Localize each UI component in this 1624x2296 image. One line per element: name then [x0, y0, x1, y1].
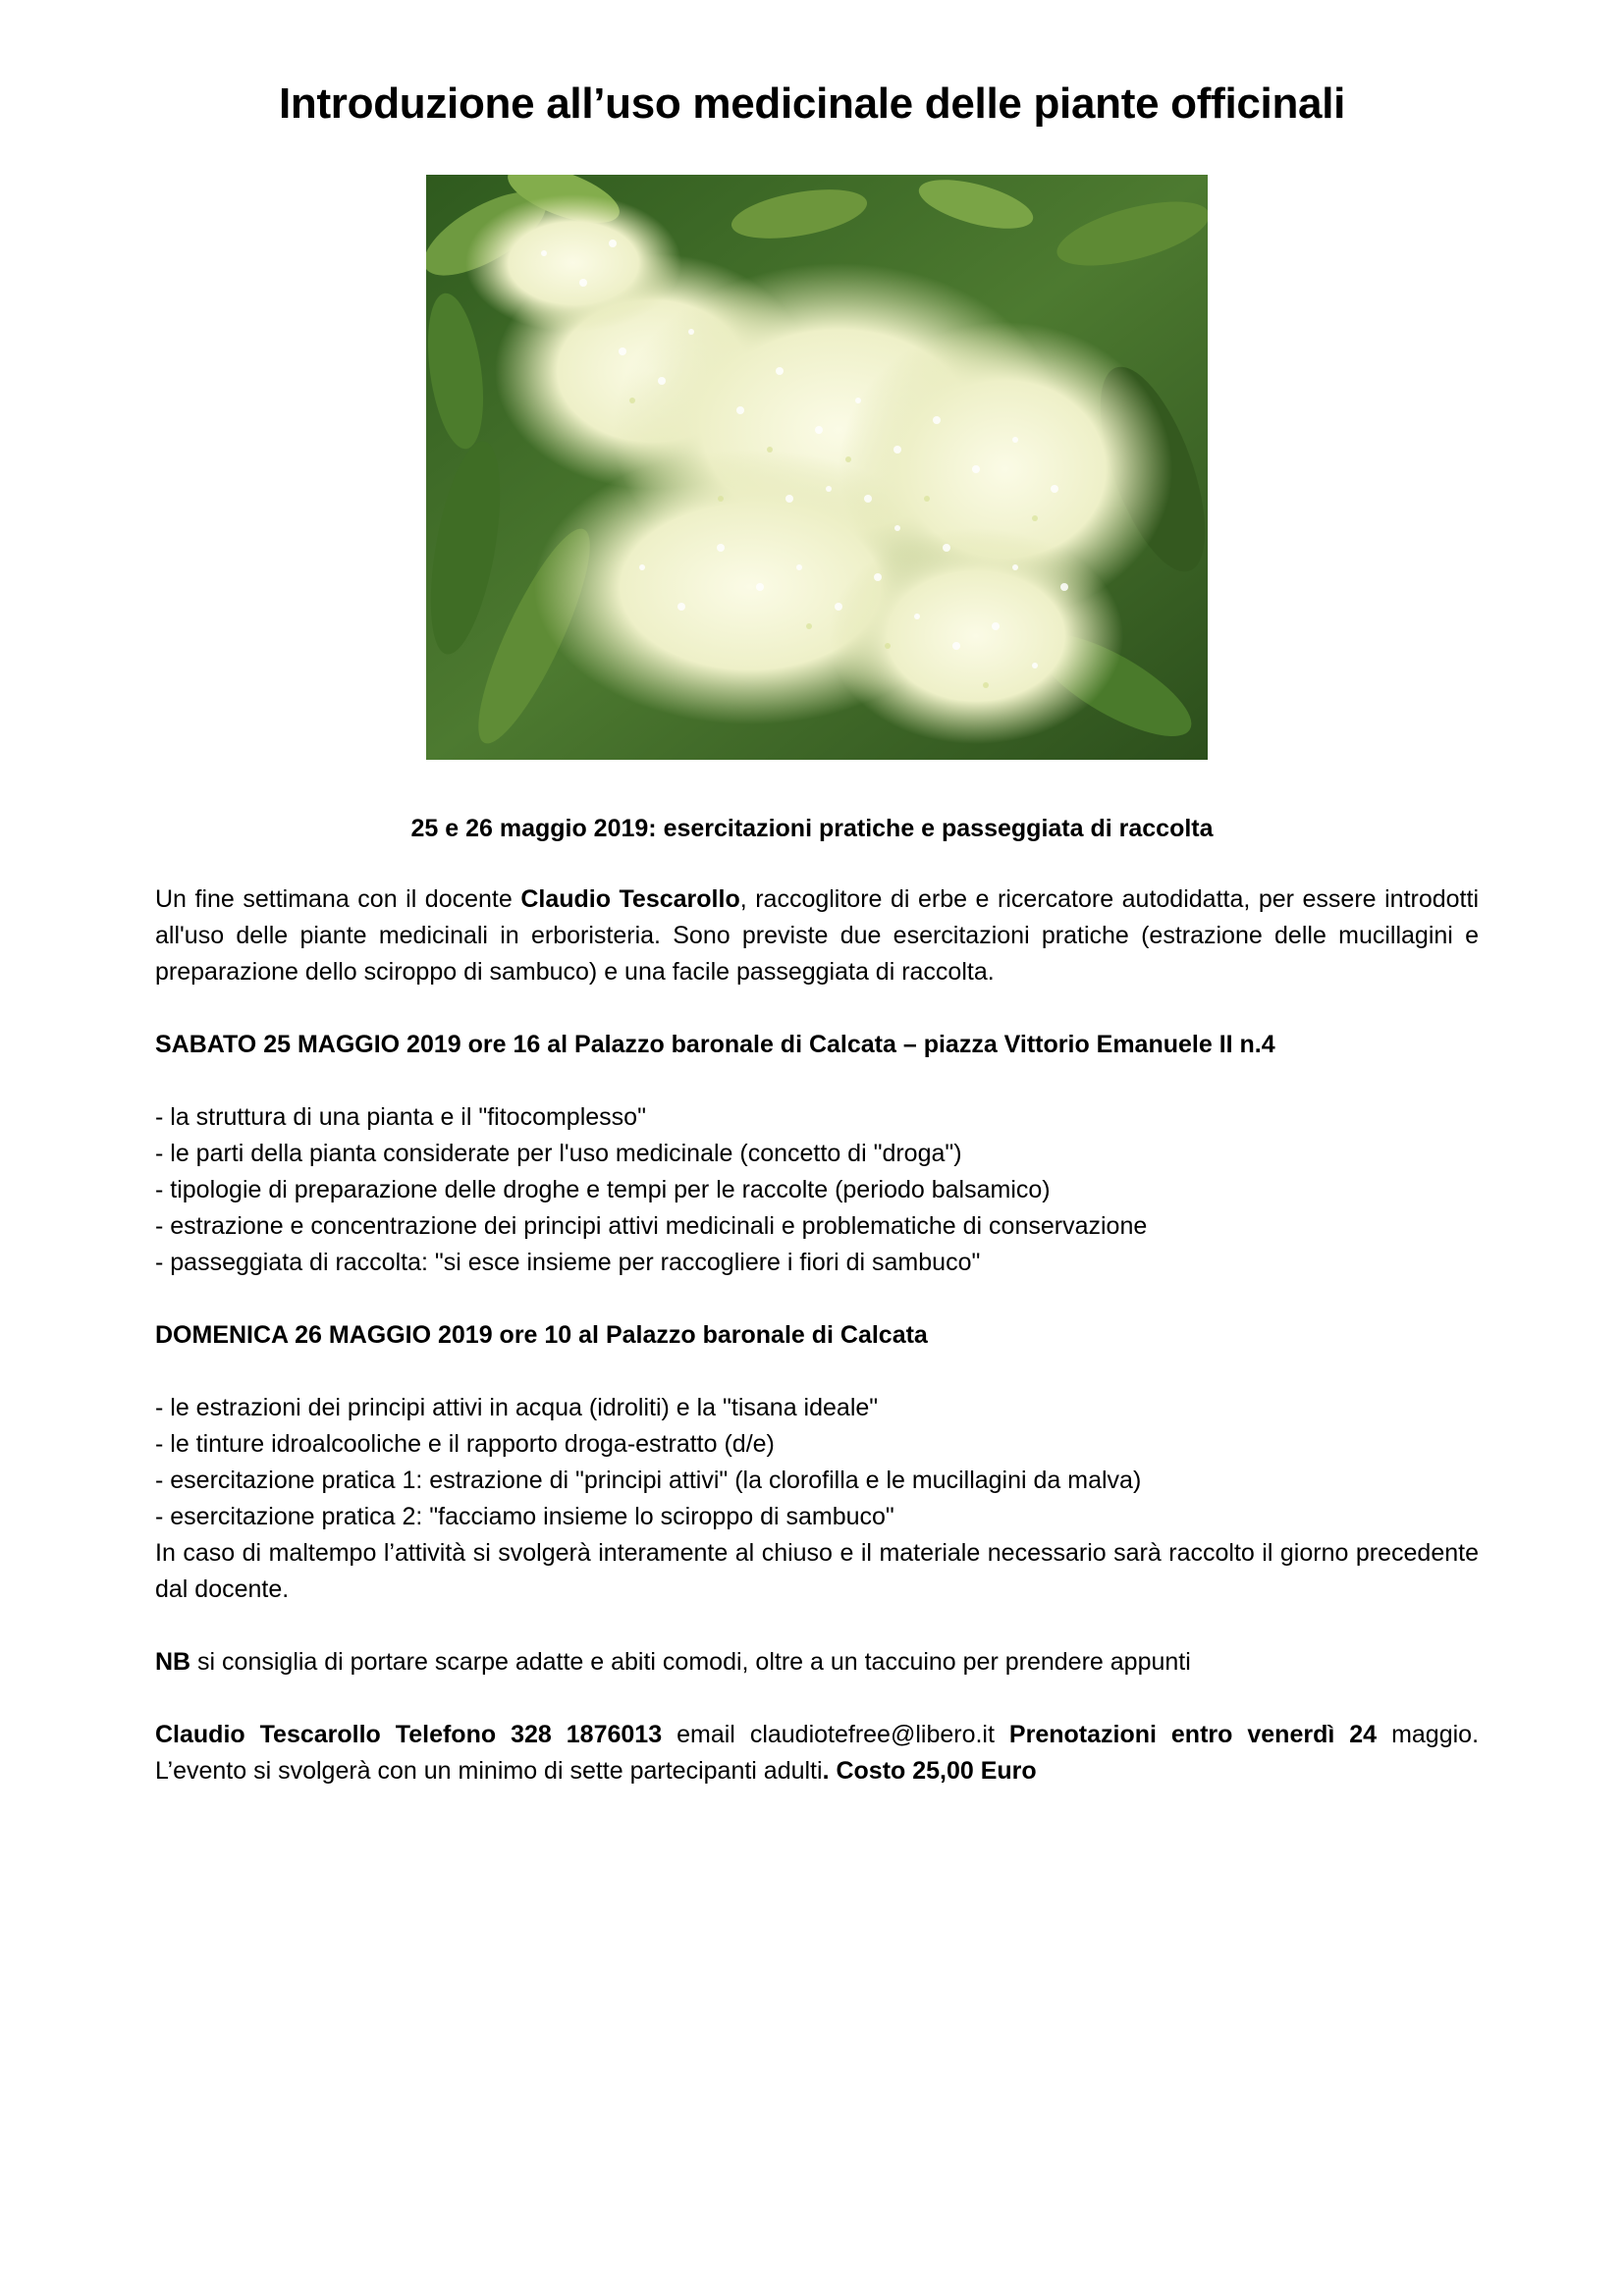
document-body: [155, 881, 1479, 1789]
list-item: - le estrazioni dei principi attivi in acqua (idroliti) e la "tisana ideale": [155, 1394, 879, 1421]
list-item: - le parti della pianta considerate per l'uso medicinale (concetto di "droga"): [155, 1140, 962, 1167]
contact-paragraph: [155, 1717, 1479, 1789]
nb-note: [155, 1644, 1479, 1681]
nb-text: si consiglia di portare scarpe adatte e abiti comodi, oltre a un taccuino per prendere appunti: [190, 1648, 1191, 1676]
booking-period: .: [822, 1757, 830, 1785]
intro-paragraph: [155, 881, 1479, 990]
sunday-heading: DOMENICA 26 MAGGIO 2019 ore 10 al Palazzo baronale di Calcata: [155, 1321, 928, 1349]
nb-label: NB: [155, 1648, 191, 1676]
list-item: - tipologie di preparazione delle droghe e tempi per le raccolte (periodo balsamico): [155, 1176, 1051, 1203]
email-label: email: [662, 1721, 750, 1748]
list-item: - passeggiata di raccolta: "si esce insieme per raccogliere i fiori di sambuco": [155, 1249, 981, 1276]
list-item: - estrazione e concentrazione dei principi attivi medicinali e problematiche di conservazione: [155, 1212, 1148, 1240]
list-item: - esercitazione pratica 2: "facciamo insieme lo sciroppo di sambuco": [155, 1503, 894, 1530]
list-item: - esercitazione pratica 1: estrazione di "principi attivi" (la clorofilla e le mucillagini da malva): [155, 1467, 1142, 1494]
saturday-heading: SABATO 25 MAGGIO 2019 ore 16 al Palazzo baronale di Calcata – piazza Vittorio Emanuele II n.4: [155, 1031, 1275, 1058]
email-link[interactable]: claudiotefree@libero.it: [749, 1721, 995, 1748]
list-item: - la struttura di una pianta e il "fitocomplesso": [155, 1103, 646, 1131]
sunday-list: [155, 1390, 1479, 1535]
list-item: - le tinture idroalcooliche e il rapporto droga-estratto (d/e): [155, 1430, 775, 1458]
weather-note: In caso di maltempo l’attività si svolgerà interamente al chiuso e il materiale necessario sarà raccolto il giorno precedente dal docente.: [155, 1539, 1479, 1603]
intro-text-after: , raccoglitore di erbe e ricercatore autodidatta, per essere introdotti all'uso delle piante medicinali in erboristeria. Sono previste due esercitazioni pratiche (estrazione delle mucillagini e preparazione dello sciroppo di sambuco) e una facile passeggiata di raccolta.: [155, 885, 1479, 986]
event-subtitle: 25 e 26 maggio 2019: esercitazioni pratiche e passeggiata di raccolta: [410, 815, 1214, 842]
saturday-list: [155, 1099, 1479, 1281]
booking-details: maggio. L’evento si svolgerà con un minimo di sette partecipanti adulti: [155, 1721, 1480, 1785]
contact-name-phone: Claudio Tescarollo Telefono 328 1876013: [155, 1721, 663, 1748]
event-cost: Costo 25,00 Euro: [829, 1757, 1037, 1785]
intro-text-before: Un fine settimana con il docente: [155, 885, 521, 913]
booking-deadline: Prenotazioni entro venerdì 24: [994, 1721, 1378, 1748]
elderflower-photo: [426, 175, 1208, 760]
page-title: Introduzione all’uso medicinale delle piante officinali: [278, 80, 1346, 128]
teacher-name: Claudio Tescarollo: [520, 885, 740, 913]
